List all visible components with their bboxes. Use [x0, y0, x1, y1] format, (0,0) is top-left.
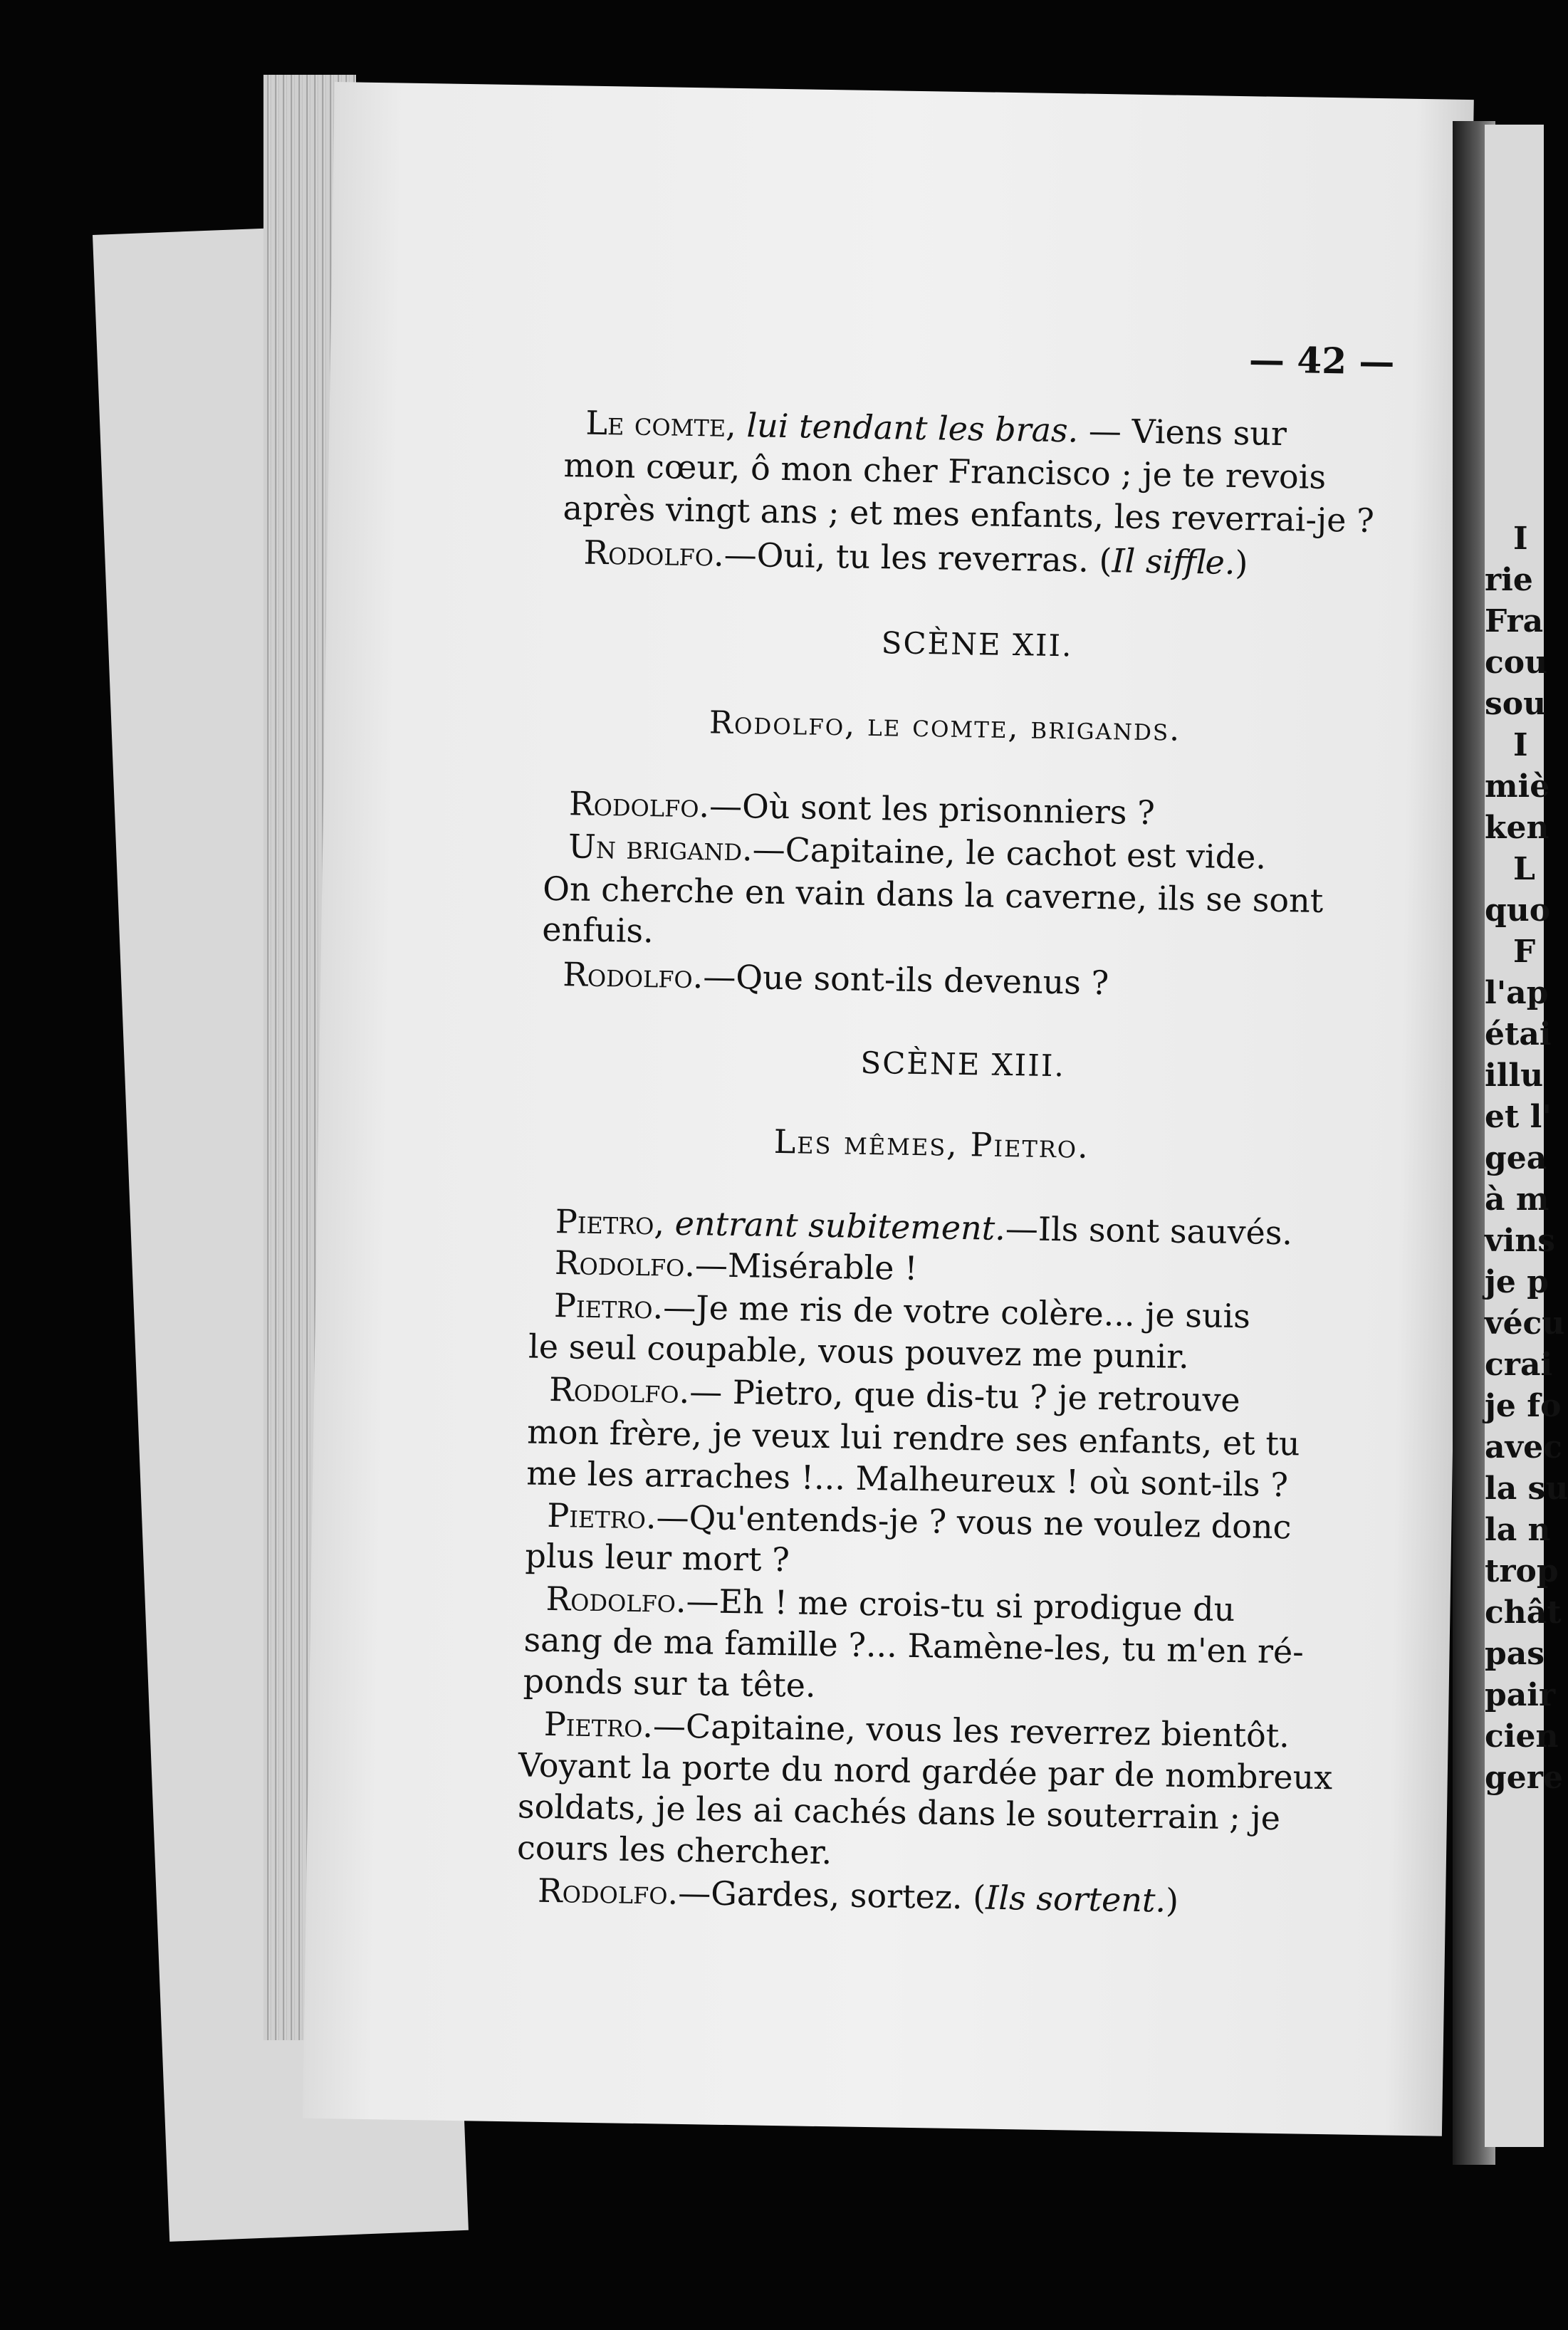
text-line: ponds sur ta tête. — [523, 1661, 816, 1705]
next-page-text: ken — [1485, 810, 1549, 846]
next-page-text: vécu — [1485, 1305, 1565, 1342]
speaker: Un brigand. — [568, 827, 753, 869]
speaker: Pietro. — [546, 1495, 657, 1537]
next-page-text: quo — [1485, 892, 1551, 929]
next-page-text: rie — [1485, 562, 1533, 598]
book-page — [303, 82, 1474, 2136]
speaker: Rodolfo. — [545, 1579, 687, 1621]
text-line — [568, 784, 1156, 832]
dialogue: —Où sont les prisonniers ? — [709, 786, 1156, 832]
speaker: Pietro. — [543, 1704, 654, 1745]
text-line: mon cœur, ô mon cher Francisco ; je te revois — [563, 446, 1327, 496]
dialogue: —Capitaine, le cachot est vide. — [752, 830, 1267, 877]
text-line — [585, 403, 1287, 454]
text-line — [545, 1579, 1235, 1629]
text-line — [543, 1704, 1290, 1755]
text-line: après vingt ans ; et mes enfants, les reverrai-je ? — [563, 489, 1375, 540]
next-page-text: étai — [1485, 1016, 1552, 1052]
stage-direction: lui tendant les bras. — [746, 406, 1079, 450]
text-line — [568, 827, 1267, 877]
scene-characters: Les mêmes, Pietro. — [773, 1122, 1090, 1166]
next-page-text: I — [1513, 521, 1528, 557]
dialogue: —Qu'entends-je ? vous ne voulez donc — [656, 1498, 1292, 1547]
page-number: — 42 — — [1248, 338, 1395, 383]
text-line — [553, 1286, 1251, 1336]
next-page-text: F — [1513, 934, 1536, 970]
stage-direction: Ils sortent. — [985, 1878, 1166, 1920]
speaker: Pietro. — [553, 1286, 664, 1327]
text-line: plus leur mort ? — [525, 1536, 790, 1579]
dialogue: —Oui, tu les reverras. ( — [723, 535, 1112, 580]
text-line: me les arraches !... Malheureux ! où sont-ils ? — [526, 1453, 1289, 1505]
next-page-text: gea — [1485, 1140, 1547, 1176]
text-line: sang de ma famille ?... Ramène-les, tu m'en ré- — [523, 1620, 1305, 1671]
text-line — [546, 1495, 1292, 1547]
next-page-text: et l' — [1485, 1099, 1552, 1135]
next-page-text: la n — [1485, 1512, 1551, 1548]
dialogue-close: ) — [1235, 543, 1248, 582]
speaker: Le comte, — [585, 403, 737, 444]
next-page-text: pair — [1485, 1677, 1556, 1713]
speaker: Rodolfo. — [568, 784, 710, 825]
text-line — [537, 1871, 1179, 1920]
dialogue: —Eh ! me crois-tu si prodigue du — [686, 1582, 1235, 1629]
next-page-text: je fo — [1485, 1388, 1562, 1424]
text-line: le seul coupable, vous pouvez me punir. — [528, 1327, 1190, 1376]
text-line: mon frère, je veux lui rendre ses enfants, et tu — [526, 1412, 1300, 1463]
next-page-fragment — [1485, 125, 1568, 2147]
dialogue: —Capitaine, vous les reverrez bientôt. — [652, 1706, 1290, 1755]
next-page-text: cou — [1485, 644, 1548, 681]
next-page-text: gere — [1485, 1760, 1563, 1796]
text-line — [583, 533, 1248, 582]
next-page-text: Fra — [1485, 603, 1544, 639]
stage-direction: entrant subitement. — [674, 1203, 1006, 1248]
next-page-text: trop — [1485, 1553, 1559, 1589]
next-page-text: la su — [1485, 1470, 1568, 1507]
next-page-text: vins — [1485, 1223, 1556, 1259]
dialogue: —Ils sont sauvés. — [1005, 1208, 1293, 1253]
text-line — [562, 955, 1109, 1003]
speaker: Rodolfo. — [548, 1369, 690, 1411]
scene-characters: Rodolfo, le comte, brigands. — [709, 704, 1181, 748]
dialogue: —Je me ris de votre colère... je suis — [662, 1287, 1251, 1336]
dialogue: —Que sont-ils devenus ? — [702, 957, 1109, 1003]
next-page-text: sou — [1485, 686, 1547, 722]
next-page-text: pas — [1485, 1636, 1545, 1672]
next-page-text: crai — [1485, 1347, 1553, 1383]
speaker: Rodolfo. — [537, 1871, 679, 1912]
next-page-text: l'ap — [1485, 975, 1549, 1011]
text-line: Voyant la porte du nord gardée par de nombreux — [518, 1745, 1333, 1797]
scene-title: SCÈNE XIII. — [860, 1045, 1066, 1084]
text-line: enfuis. — [541, 909, 654, 951]
text-line — [548, 1369, 1241, 1420]
text-line — [554, 1243, 918, 1288]
speaker: Pietro, — [555, 1202, 665, 1243]
stage-direction: Il siffle. — [1112, 541, 1235, 582]
speaker: Rodolfo. — [583, 533, 725, 574]
text-line: On cherche en vain dans la caverne, ils se sont — [542, 869, 1324, 920]
text-line — [555, 1202, 1293, 1253]
dialogue: —Gardes, sortez. ( — [677, 1873, 986, 1917]
speaker: Rodolfo. — [562, 955, 704, 996]
speaker: Rodolfo. — [554, 1243, 696, 1285]
text-line: cours les chercher. — [516, 1828, 832, 1872]
next-page-text: cien — [1485, 1718, 1559, 1755]
text-line: soldats, je les ai cachés dans le souterrain ; je — [517, 1787, 1281, 1838]
next-page-text: chât — [1485, 1594, 1562, 1631]
scene-title: SCÈNE XII. — [881, 625, 1073, 664]
next-page-text: miè — [1485, 768, 1550, 805]
dialogue: — Viens sur — [1088, 411, 1287, 454]
next-page-text: I — [1513, 727, 1528, 763]
next-page-text: L — [1513, 851, 1535, 887]
dialogue: —Misérable ! — [694, 1245, 918, 1288]
next-page-text: je p — [1485, 1264, 1549, 1300]
next-page-text: avec — [1485, 1429, 1562, 1466]
next-page-text: à m — [1485, 1181, 1549, 1218]
next-page-text: illu — [1485, 1057, 1544, 1094]
dialogue-close: ) — [1165, 1881, 1179, 1920]
dialogue: — Pietro, que dis-tu ? je retrouve — [689, 1372, 1241, 1420]
